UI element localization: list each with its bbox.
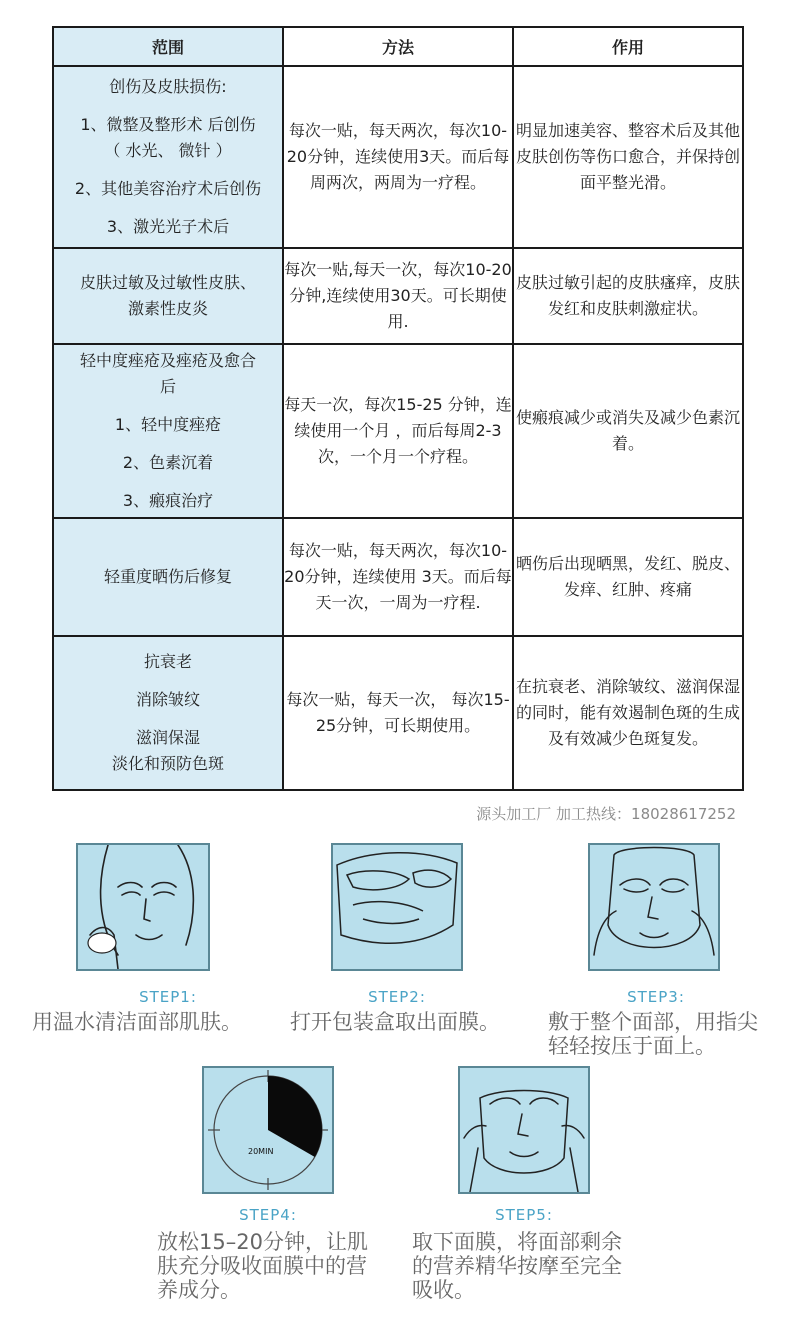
hotline-text: 源头加工厂 加工热线：18028617252	[476, 805, 736, 823]
scope-line: 3、瘢痕治疗	[122, 491, 214, 510]
table-row	[53, 66, 743, 248]
header-effect: 作用	[513, 27, 743, 66]
method-cell: 每天一次，每次15-25 分钟，连续使用一个月 ，而后每周2-3次，一个月一个疗程。	[283, 344, 513, 518]
timer-icon	[202, 1066, 334, 1194]
method-cell: 每次一贴,每天一次，每次10-20分钟,连续使用30天。可长期使用.	[283, 248, 513, 344]
scope-line: （ 水光、 微针 ）	[104, 141, 232, 160]
scope-line: 创伤及皮肤损伤:	[109, 77, 227, 96]
scope-line: 2、其他美容治疗术后创伤	[74, 179, 262, 198]
header-scope: 范围	[53, 27, 283, 66]
step-text: 取下面膜，将面部剩余的营养精华按摩至完全吸收。	[412, 1230, 622, 1302]
step-label: STEP3:	[627, 988, 685, 1006]
step-text: 用温水清洁面部肌肤。	[32, 1010, 242, 1034]
effect-cell: 使瘢痕减少或消失及减少色素沉着。	[513, 344, 743, 518]
effect-cell: 在抗衰老、消除皱纹、滋润保湿的同时，能有效遏制色斑的生成及有效减少色斑复发。	[513, 636, 743, 790]
scope-line: 2、色素沉着	[122, 453, 214, 472]
method-cell: 每次一贴，每天一次， 每次15-25分钟，可长期使用。	[283, 636, 513, 790]
step-text: 打开包装盒取出面膜。	[290, 1010, 500, 1034]
scope-line: 滋润保湿	[135, 728, 200, 747]
step-label: STEP5:	[495, 1206, 553, 1224]
usage-table	[52, 26, 744, 791]
scope-cell	[53, 636, 283, 790]
table-header-row	[53, 27, 743, 66]
step-label: STEP1:	[139, 988, 197, 1006]
scope-line: 激素性皮炎	[127, 299, 208, 318]
scope-line: 淡化和预防色斑	[111, 754, 224, 773]
scope-cell	[53, 344, 283, 518]
mask-removal-icon	[458, 1066, 590, 1194]
effect-cell: 晒伤后出现晒黑，发红、脱皮、发痒、红肿、疼痛	[513, 518, 743, 636]
method-cell: 每次一贴，每天两次，每次10-20分钟，连续使用 3天。而后每天一次，一周为一疗程.	[283, 518, 513, 636]
timer-label: 20MIN	[248, 1147, 274, 1156]
scope-cell	[53, 66, 283, 248]
scope-line: 皮肤过敏及过敏性皮肤、	[79, 273, 256, 292]
method-cell: 每次一贴，每天两次，每次10-20分钟，连续使用3天。而后每周两次，两周为一疗程。	[283, 66, 513, 248]
mask-sheet-icon	[331, 843, 463, 971]
table-row	[53, 344, 743, 518]
mask-applied-icon	[588, 843, 720, 971]
step-text: 敷于整个面部，用指尖轻轻按压于面上。	[548, 1010, 758, 1058]
face-washing-icon	[76, 843, 210, 971]
step-label: STEP2:	[368, 988, 426, 1006]
table-row	[53, 636, 743, 790]
effect-cell: 皮肤过敏引起的皮肤瘙痒，皮肤发红和皮肤刺激症状。	[513, 248, 743, 344]
step-text: 放松15–20分钟，让肌肤充分吸收面膜中的营养成分。	[157, 1230, 368, 1302]
table-row	[53, 518, 743, 636]
scope-line: 消除皱纹	[135, 690, 200, 709]
effect-cell: 明显加速美容、整容术后及其他皮肤创伤等伤口愈合，并保持创面平整光滑。	[513, 66, 743, 248]
scope-line: 3、激光光子术后	[106, 217, 230, 236]
scope-line: 轻中度痤疮及痤疮及愈合后	[79, 351, 256, 396]
scope-cell	[53, 518, 283, 636]
header-method: 方法	[283, 27, 513, 66]
scope-line: 轻重度晒伤后修复	[103, 567, 232, 586]
scope-line: 抗衰老	[143, 652, 192, 671]
step-label: STEP4:	[239, 1206, 297, 1224]
table-row	[53, 248, 743, 344]
scope-line: 1、微整及整形术 后创伤	[80, 115, 256, 134]
scope-cell	[53, 248, 283, 344]
scope-line: 1、轻中度痤疮	[114, 415, 222, 434]
